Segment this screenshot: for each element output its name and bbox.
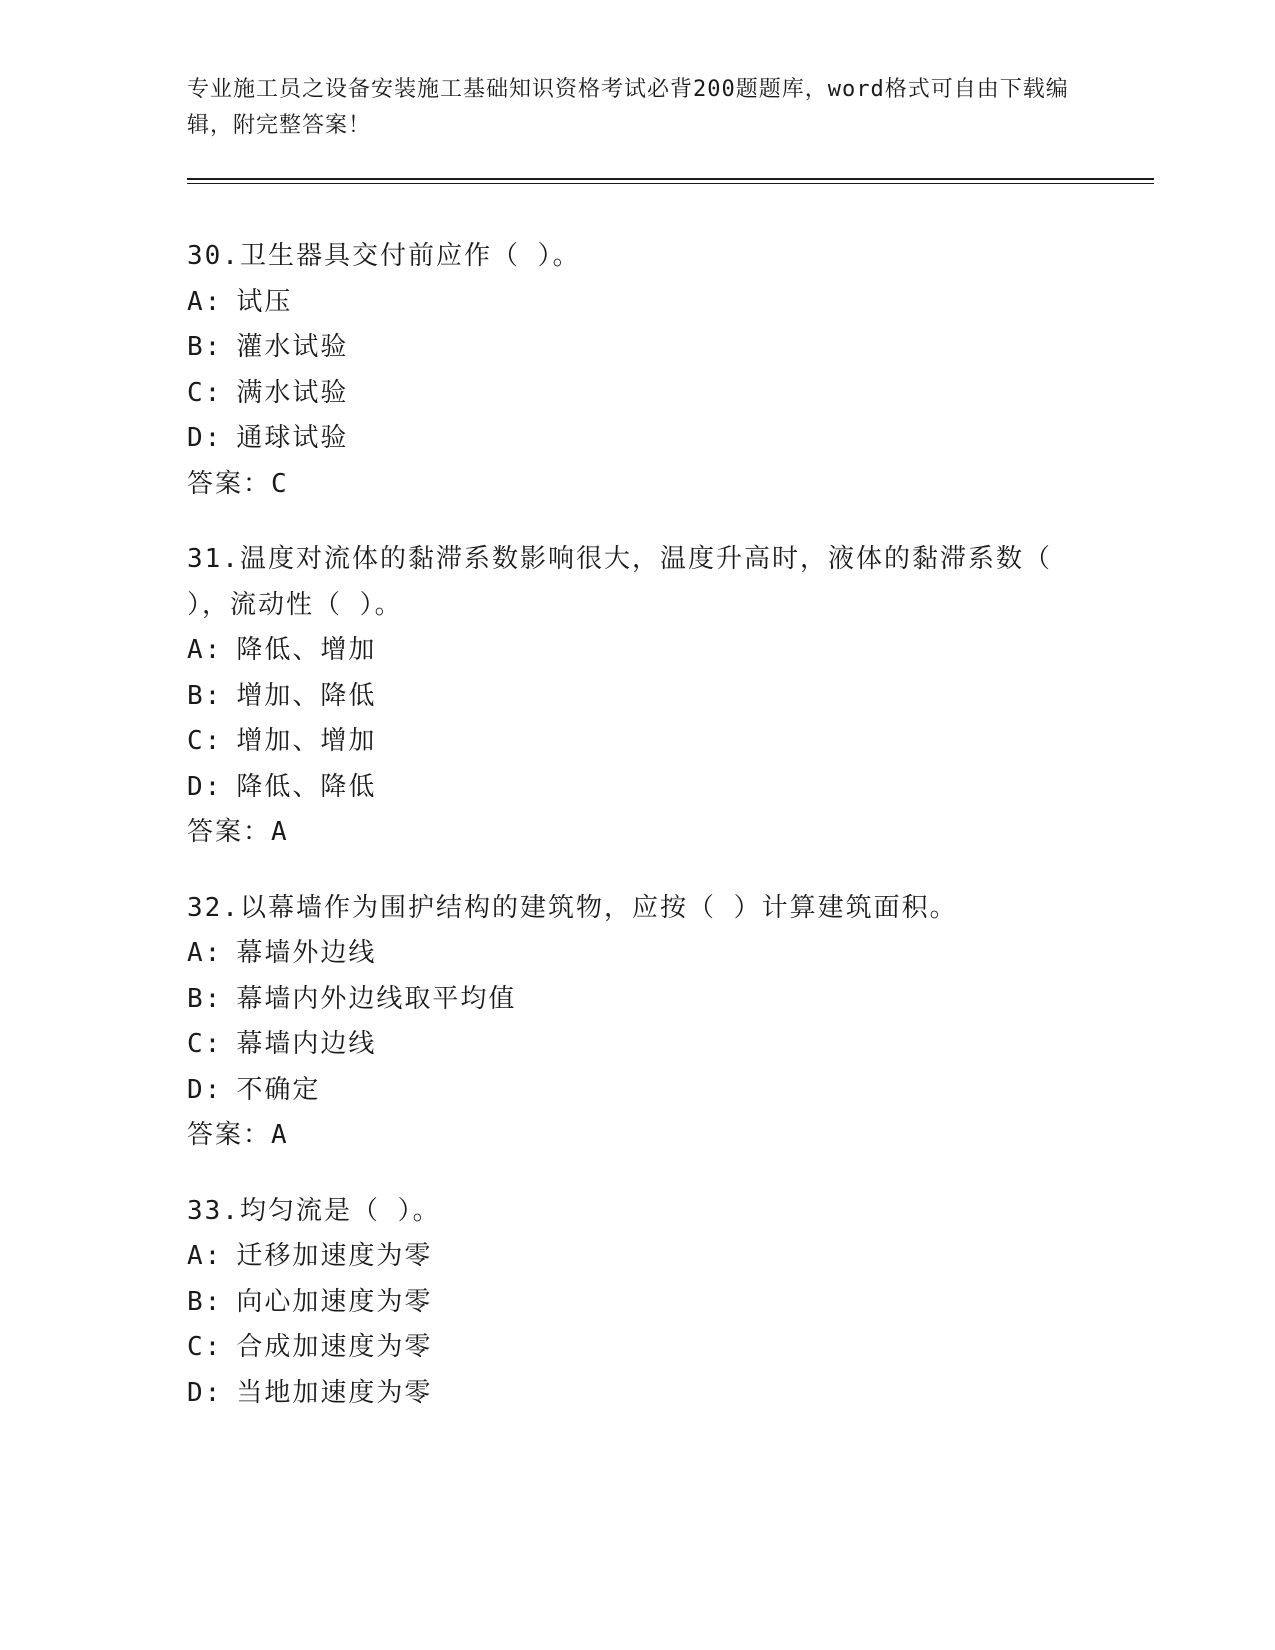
option-d xyxy=(187,416,1087,462)
option-letter: C: xyxy=(187,377,223,408)
question-stem: 30.卫生器具交付前应作（ ）。 xyxy=(187,241,581,271)
option-a xyxy=(187,280,1087,326)
option-letter: A: xyxy=(187,286,223,317)
question-list xyxy=(187,234,1087,1446)
question-stem: 33.均匀流是（ ）。 xyxy=(187,1195,441,1226)
option-letter: C: xyxy=(187,726,223,756)
option-letter: D: xyxy=(187,1074,223,1105)
option-letter: A: xyxy=(187,1241,223,1271)
option-c xyxy=(187,719,1087,765)
option-letter: C: xyxy=(187,1029,223,1059)
question-30 xyxy=(187,234,1087,507)
option-b xyxy=(187,674,1087,720)
answer-label: 答案： xyxy=(187,1120,272,1150)
option-d xyxy=(187,765,1087,811)
option-text: 通球试验 xyxy=(236,423,349,453)
option-d xyxy=(187,1068,1087,1114)
answer-value: A xyxy=(271,1120,289,1150)
option-text: 降低、增加 xyxy=(236,635,377,665)
option-text: 增加、降低 xyxy=(236,680,377,711)
option-c xyxy=(187,1325,1087,1371)
option-a xyxy=(187,1234,1087,1280)
question-31 xyxy=(187,537,1087,856)
option-letter: C: xyxy=(187,1332,223,1362)
header-divider-thick xyxy=(187,178,1154,180)
option-letter: B: xyxy=(187,680,223,711)
question-stem: 32.以幕墙作为围护结构的建筑物，应按（ ）计算建筑面积。 xyxy=(187,892,958,923)
option-text: 幕墙内边线 xyxy=(236,1029,377,1059)
header-divider-thin xyxy=(187,183,1154,184)
option-text: 当地加速度为零 xyxy=(236,1377,433,1408)
option-letter: B: xyxy=(187,1286,223,1317)
answer-line xyxy=(187,1113,1087,1159)
answer-label: 答案： xyxy=(187,817,272,847)
option-text: 幕墙外边线 xyxy=(236,938,377,968)
question-32 xyxy=(187,886,1087,1159)
option-b xyxy=(187,1280,1087,1326)
question-stem: 31.温度对流体的黏滞系数影响很大，温度升高时，液体的黏滞系数（ ），流动性（ ）。 xyxy=(187,544,1070,620)
option-text: 灌水试验 xyxy=(236,332,349,362)
option-text: 增加、增加 xyxy=(236,726,377,756)
option-letter: B: xyxy=(187,332,223,362)
option-text: 降低、降低 xyxy=(236,771,377,802)
option-text: 迁移加速度为零 xyxy=(236,1241,433,1271)
option-a xyxy=(187,628,1087,674)
option-c xyxy=(187,371,1087,417)
document-header: 专业施工员之设备安装施工基础知识资格考试必背200题题库，word格式可自由下载编辑，附完整答案！ xyxy=(187,77,1069,138)
answer-value: A xyxy=(271,817,289,847)
option-b xyxy=(187,977,1087,1023)
option-text: 幕墙内外边线取平均值 xyxy=(236,983,517,1014)
answer-line xyxy=(187,810,1087,856)
option-letter: D: xyxy=(187,423,223,453)
option-text: 满水试验 xyxy=(236,377,349,408)
option-d xyxy=(187,1371,1087,1417)
answer-value: C xyxy=(271,468,289,499)
option-text: 不确定 xyxy=(236,1074,321,1105)
option-b xyxy=(187,325,1087,371)
answer-label: 答案： xyxy=(187,468,272,499)
answer-line xyxy=(187,462,1087,508)
option-c xyxy=(187,1022,1087,1068)
question-33 xyxy=(187,1189,1087,1417)
option-letter: D: xyxy=(187,1377,223,1408)
option-text: 向心加速度为零 xyxy=(236,1286,433,1317)
option-text: 试压 xyxy=(236,286,293,317)
option-letter: A: xyxy=(187,938,223,968)
option-letter: B: xyxy=(187,983,223,1014)
option-text: 合成加速度为零 xyxy=(236,1332,433,1362)
option-letter: D: xyxy=(187,771,223,802)
option-letter: A: xyxy=(187,635,223,665)
option-a xyxy=(187,931,1087,977)
